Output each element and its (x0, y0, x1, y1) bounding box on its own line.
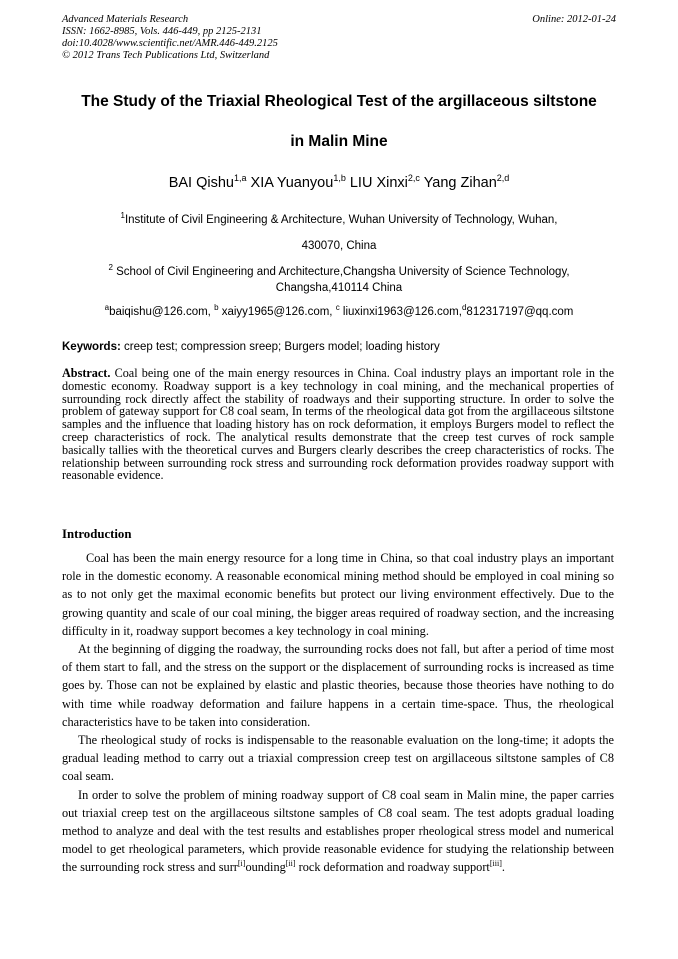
paragraph-text: In order to solve the problem of mining roadway support of C8 coal seam in Malin mine, the paper carries out triaxial creep test on the argillaceous siltstone samples of C8 coal seam. The test adopts gradual loading method to analyze and deal with the test results and establishes proper rheological stress model and numerical model to get rheological parameters, which provide reasonable evidence for studying the relationship between the surrounding rock stress and surr (62, 787, 614, 875)
email: xaiyy1965@126.com, (218, 305, 336, 318)
affiliation-text: Institute of Civil Engineering & Architecture, Wuhan University of Technology, Wuhan, (124, 213, 558, 226)
author-sup: 2,c (407, 173, 420, 183)
affiliation-1 (60, 208, 618, 254)
email-sup: b (214, 303, 219, 312)
author-name: XIA Yuanyou (250, 174, 334, 191)
journal-name: Advanced Materials Research (62, 14, 189, 25)
paragraph: Coal has been the main energy resource for a long time in China, so that coal industry plays an important role in the domestic economy. A reasonable economical mining method should be employed in coal mining so as to not only get the maximal economic benefits but protect our living environment effectively. Due to the growing quantity and scale of our coal mining, the bigger areas required of roadway section, and the increasing difficulty in it, roadway support becomes a key technology in coal mining. (62, 551, 614, 638)
doi-line: doi:10.4028/www.scientific.net/AMR.446-449.2125 (62, 38, 278, 49)
author-name: Yang Zihan (423, 174, 497, 191)
introduction-body (62, 549, 614, 877)
author-name: BAI Qishu (168, 174, 234, 191)
citation-ref: [i] (237, 859, 246, 869)
email-sup: d (461, 303, 467, 312)
keywords-label: Keywords: (62, 341, 121, 353)
paragraph-text: ounding (245, 860, 286, 875)
paragraph-text: rock deformation and roadway support (295, 860, 490, 875)
affiliation-sup: 2 (108, 263, 113, 272)
paragraph (62, 786, 614, 877)
copyright-line: © 2012 Trans Tech Publications Ltd, Switzerland (62, 50, 270, 61)
email: 812317197@qq.com (466, 305, 574, 318)
affiliation-text: Changsha,410114 China (275, 281, 403, 294)
affiliation-2 (60, 260, 618, 296)
issn-line: ISSN: 1662-8985, Vols. 446-449, pp 2125-2131 (62, 26, 262, 37)
affiliation-sup: 1 (120, 211, 125, 220)
abstract-label: Abstract. (62, 366, 111, 380)
journal-header (62, 14, 616, 62)
email-sup: c (335, 303, 340, 312)
keywords (62, 341, 622, 353)
email: baiqishu@126.com, (109, 305, 215, 318)
online-date: Online: 2012-01-24 (532, 14, 616, 25)
abstract-text: Coal being one of the main energy resources in China. Coal industry plays an important role in the domestic economy. Roadway support is a key technology in coal mining, and the mechanical properties of surrounding rock directly affect the stability of roadways and their supporting structure. In order to solve the problem of gateway support for C8 coal seam, In terms of the rheological data got from the argillaceous siltstone samples and the influence that loading history has on rock deformation, it employs Burgers model to reflect the creep characteristics of rock. The analytical results demonstrate that the creep test curves of rock sample basically tallies with the theoretical curves and Burgers clearly describes the creep characteristics of rocks. The relationship between surrounding rock stress and surrounding rock deformation provides roadway support with reasonable evidence. (62, 366, 614, 483)
abstract (62, 367, 614, 482)
affiliation-text: 430070, China (301, 239, 377, 252)
paper-title-line-2: in Malin Mine (290, 133, 388, 150)
author-sup: 1,a (233, 173, 247, 183)
citation-ref: [iii] (489, 859, 502, 869)
email-sup: a (104, 303, 110, 312)
affiliation-text: School of Civil Engineering and Architecture,Changsha University of Science Technology, (112, 265, 570, 278)
author-sup: 1,b (333, 173, 346, 183)
keywords-text: creep test; compression sreep; Burgers model; loading history (120, 341, 440, 353)
paper-title-line-1: The Study of the Triaxial Rheological Test of the argillaceous siltstone (81, 93, 597, 110)
author-list (40, 173, 638, 191)
section-heading-introduction: Introduction (62, 527, 132, 541)
paragraph-text: . (501, 860, 505, 875)
email-list (60, 300, 618, 320)
author-sup: 2,d (496, 173, 510, 183)
author-name: LIU Xinxi (349, 174, 408, 191)
paragraph: The rheological study of rocks is indispensable to the reasonable evaluation on the long-time; it adopts the gradual leading method to carry out a triaxial compression creep test on argillaceous siltstone samples of C8 coal seam. (62, 733, 614, 784)
citation-ref: [ii] (285, 859, 296, 869)
email: liuxinxi1963@126.com, (339, 305, 462, 318)
paragraph: At the beginning of digging the roadway, the surrounding rocks does not fall, but after a period of time most of them start to fall, and the stress on the support or the displacement of surrounding rocks is increased as time goes by. Those can not be explained by elastic and plastic theories, because those theories have nothing to do with time while roadway deformation and failure happens in a certain time-space. Thus, the rheological characteristics have to be taken into consideration. (62, 642, 614, 729)
